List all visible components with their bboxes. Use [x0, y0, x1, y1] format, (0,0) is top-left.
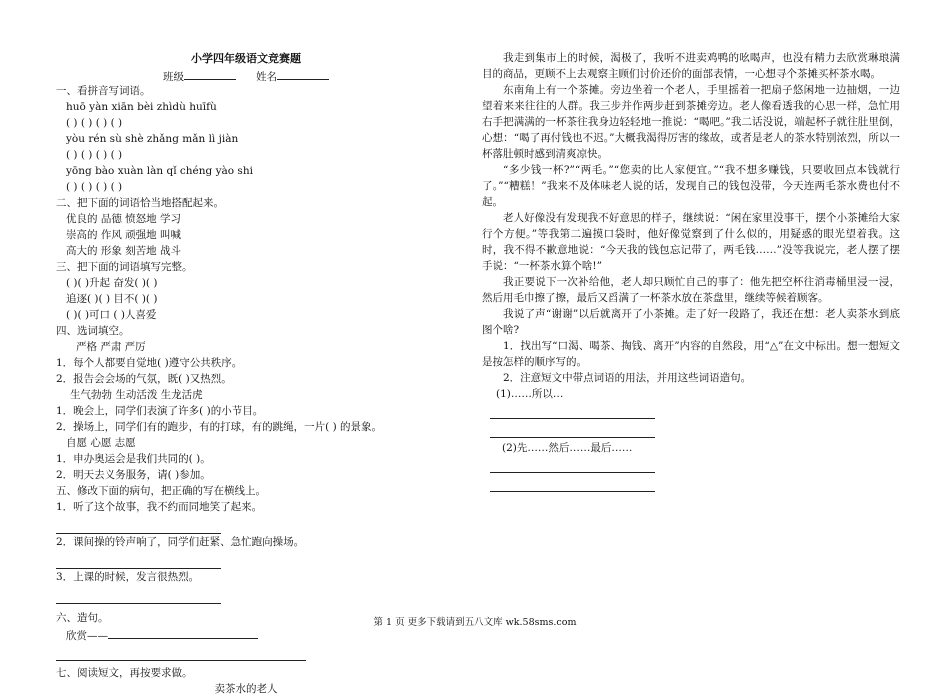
name-blank[interactable]: [277, 67, 329, 80]
answer-line-2[interactable]: [56, 550, 221, 569]
answer-line-1[interactable]: [56, 515, 221, 534]
g2-question-2: 2．操场上，同学们有的跑步，有的打球，有的跳绳，一片( ) 的景象。: [56, 421, 383, 433]
sentence-make-line[interactable]: [56, 642, 306, 661]
complete-row-1[interactable]: ( )( )升起 奋发( )( ): [66, 277, 158, 289]
story-paragraph-2: 东南角上有一个茶摊。旁边坐着一个老人，手里摇着一把扇子悠闲地一边抽烟，一边望着来来往往的人群。我三步并作两步赶到茶摊旁边。老人像看透我的心思一样，急忙用右手把满满的一杯茶往我身边轻轻地一推说：“喝吧。”我二话没说，端起杯子就往肚里倒，心想：“喝了再付钱也不迟。”大概我渴得厉害的缘故，或者是老人的茶水特别浓烈，所以一杯落肚顿时感到清爽凉快。: [482, 84, 900, 160]
sentence-2: 2．课间操的铃声响了，同学们赶紧、急忙跑向操场。: [56, 536, 305, 548]
word-group-3: 自愿 心愿 志愿: [66, 437, 136, 449]
g3-question-1: 1．申办奥运会是我们共同的( )。: [56, 453, 211, 465]
bracket-row-1[interactable]: ( ) ( ) ( ) ( ): [66, 117, 123, 129]
match-row-1: 优良的 品德 愤怒地 学习: [66, 213, 182, 225]
pinyin-row-2: yòu rén sù shè zhǎng mǎn lì jiàn: [66, 133, 239, 145]
sec2-heading: 二、把下面的词语恰当地搭配起来。: [56, 197, 224, 209]
sentence-make-word: 欣赏——: [66, 630, 108, 642]
pattern-2: (2)先……然后……最后……: [502, 442, 633, 454]
left-column: [56, 50, 436, 697]
sec4-heading: 四、选词填空。: [56, 325, 130, 337]
bracket-row-2[interactable]: ( ) ( ) ( ) ( ): [66, 149, 123, 161]
story-paragraph-6: 我说了声“谢谢”以后就离开了小茶摊。走了好一段路了，我还在想：老人卖茶水到底图个啥?: [482, 308, 900, 336]
sentence-make-item: [56, 626, 436, 642]
class-blank[interactable]: [184, 67, 236, 80]
story-paragraph-1: 我走到集市上的时候，渴极了，我听不进卖鸡鸭的吆喝声，也没有精力去欣赏琳琅满目的商品，更顾不上去观察主顾们讨价还价的面部表情，一心想寻个茶摊买杯茶水喝。: [482, 52, 900, 80]
g3-question-2: 2．明天去义务服务，请( )参加。: [56, 469, 211, 481]
pattern-2-line-2[interactable]: [490, 475, 655, 492]
complete-row-3[interactable]: ( )( )可口 ( )人喜爱: [66, 309, 157, 321]
complete-row-2[interactable]: 追逐( )( ) 目不( )( ): [66, 293, 158, 305]
g1-question-2: 2．报告会会场的气氛，既( )又热烈。: [56, 373, 232, 385]
pattern-1-line-2[interactable]: [490, 421, 655, 438]
right-column: [482, 50, 900, 494]
sec6-heading: 六、造句。: [56, 612, 109, 624]
sentence-3: 3．上课的时候，发言很热烈。: [56, 571, 200, 583]
story-paragraph-4: 老人好像没有发现我不好意思的样子，继续说：“闲在家里没事干，摆个小茶摊给大家行个方便。”等我第二遍摸口袋时，他好像觉察到了什么似的，用疑惑的眼光望着我。这时，我不得不歉意地说：“今天我的钱包忘记带了，两毛钱……”没等我说完，老人摆了摆手说：“一杯茶水算个啥!”: [482, 212, 900, 272]
class-name-line: [56, 67, 436, 83]
match-row-2: 崇高的 作风 顽强地 叫喊: [66, 229, 182, 241]
answer-line-3[interactable]: [56, 585, 221, 604]
pattern-1-line-1[interactable]: [490, 402, 655, 419]
g2-question-1: 1．晚会上，同学们表演了许多( )的小节目。: [56, 405, 264, 417]
pattern-1: (1)……所以…: [496, 388, 564, 400]
word-group-2: 生气勃勃 生动活泼 生龙活虎: [70, 389, 203, 401]
match-row-3: 高大的 形象 刻苦地 战斗: [66, 245, 182, 257]
word-group-1: 严格 严肃 严厉: [76, 341, 146, 353]
pinyin-row-1: huō yàn xiān bèi zhìdù huīfù: [66, 101, 217, 113]
reading-question-2: 2．注意短文中带点词语的用法，并用这些词语造句。: [503, 372, 752, 384]
name-label: 姓名: [256, 71, 278, 83]
story-title: 卖茶水的老人: [214, 683, 278, 695]
pinyin-row-3: yōng bào xuàn làn qǐ chéng yào shi: [66, 165, 253, 177]
pattern-2-line-1[interactable]: [490, 456, 655, 473]
sec7-heading: 七、阅读短文，再按要求做。: [56, 667, 193, 679]
story-paragraph-3: “多少钱一杯?”“两毛。”“您卖的比人家便宜。”“我不想多赚钱，只要收回点本钱就行了。”“糟糕！”我来不及体味老人说的话，发现自己的钱包没带，今天连两毛茶水费也付不起。: [482, 164, 900, 208]
page-title: 小学四年级语文竞赛题: [191, 52, 301, 65]
g1-question-1: 1．每个人都要自觉地( )遵守公共秩序。: [56, 357, 243, 369]
sec1-heading: 一、看拼音写词语。: [56, 85, 151, 97]
sentence-1: 1．听了这个故事，我不约而同地笑了起来。: [56, 501, 263, 513]
sec5-heading: 五、修改下面的病句，把正确的写在横线上。: [56, 485, 266, 497]
bracket-row-3[interactable]: ( ) ( ) ( ) ( ): [66, 181, 123, 193]
story-paragraph-5: 我正要说下一次补给他，老人却只顾忙自己的事了：他先把空杯往消毒桶里浸一浸，然后用毛巾擦了擦，最后又舀满了一杯茶水放在茶盘里，继续等候着顾客。: [482, 276, 900, 304]
reading-question-1: 1．找出写“口渴、喝茶、掏钱、离开”内容的自然段，用“△”在文中标出。想一想短文是按怎样的顺序写的。: [482, 340, 900, 368]
class-label: 班级: [162, 71, 184, 83]
sec3-heading: 三、把下面的词语填写完整。: [56, 261, 193, 273]
page-footer: 第 1 页 更多下载请到五八文库 wk.58sms.com: [373, 617, 577, 628]
